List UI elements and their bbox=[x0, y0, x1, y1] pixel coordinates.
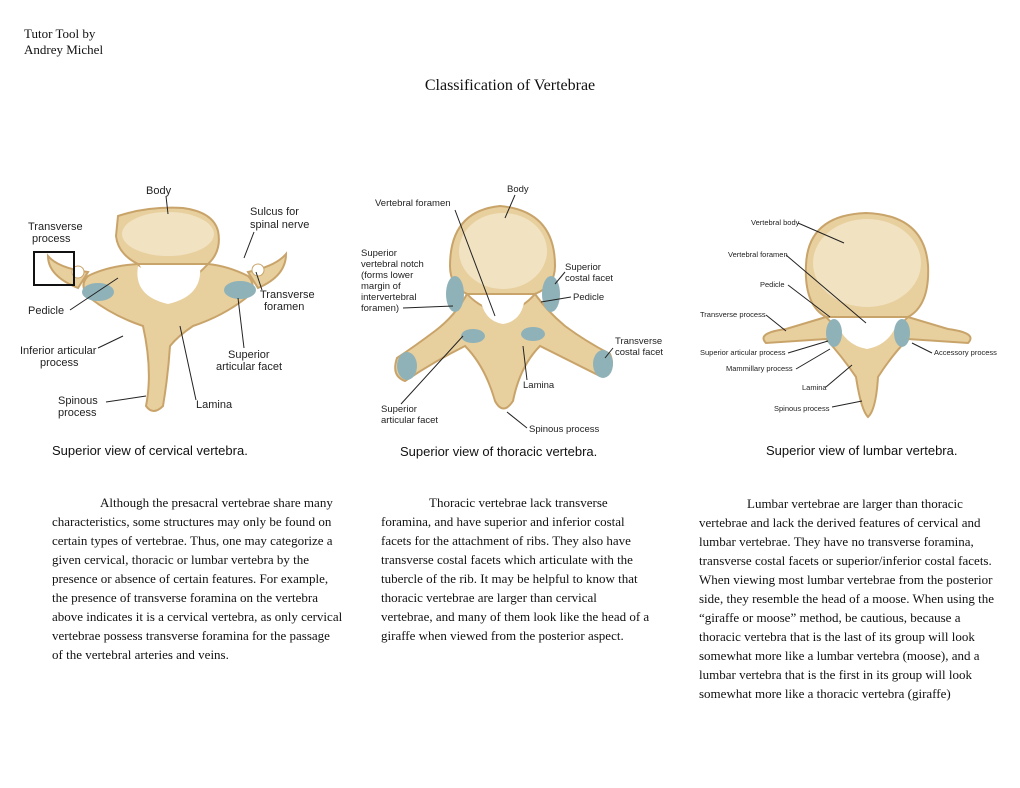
label-pedicle: Pedicle bbox=[28, 305, 65, 317]
label-vertebral-body: Vertebral body bbox=[751, 218, 800, 227]
paragraph-thoracic bbox=[381, 493, 651, 645]
label-svn-2: vertebral notch bbox=[361, 259, 424, 270]
label-saf-2: articular facet bbox=[216, 361, 283, 373]
label-sap: Superior articular process bbox=[700, 348, 786, 357]
label-sp-1: Spinous bbox=[58, 395, 98, 407]
page-title: Classification of Vertebrae bbox=[424, 77, 596, 94]
label-svn-5: intervertebral bbox=[361, 292, 417, 303]
author-line-1: Tutor Tool by bbox=[24, 26, 96, 41]
thoracic-vertebra-illustration bbox=[355, 176, 675, 436]
caption-lumbar: Superior view of lumbar vertebra. bbox=[766, 443, 958, 458]
label-accessory-process: Accessory process bbox=[934, 348, 997, 357]
author-credit bbox=[24, 26, 103, 58]
cervical-vertebra-illustration bbox=[18, 176, 318, 431]
label-body: Body bbox=[507, 184, 529, 195]
label-saf-2: articular facet bbox=[381, 415, 439, 426]
label-tf-2: foramen bbox=[264, 301, 305, 313]
label-tcf-1: Transverse bbox=[615, 336, 663, 347]
label-sp-2: process bbox=[58, 407, 97, 419]
label-sulcus-2: spinal nerve bbox=[250, 219, 310, 231]
caption-thoracic: Superior view of thoracic vertebra. bbox=[400, 444, 598, 459]
label-scf-2: costal facet bbox=[565, 273, 614, 284]
label-body: Body bbox=[146, 185, 172, 197]
label-iap-2: process bbox=[40, 357, 79, 369]
label-mammillary-process: Mammillary process bbox=[726, 364, 793, 373]
label-saf-1: Superior bbox=[228, 349, 270, 361]
label-spinous-process: Spinous process bbox=[774, 404, 830, 413]
label-saf-1: Superior bbox=[381, 404, 417, 415]
lumbar-bone-drawing bbox=[764, 213, 971, 417]
caption-cervical: Superior view of cervical vertebra. bbox=[52, 443, 248, 458]
label-svn-4: margin of bbox=[361, 281, 401, 292]
label-tcf-2: costal facet bbox=[615, 347, 664, 358]
label-svn-1: Superior bbox=[361, 248, 397, 259]
label-tp-1: Transverse bbox=[28, 221, 83, 233]
label-vertebral-foramen: Vertebral foramen bbox=[375, 198, 451, 209]
label-spinous-process: Spinous process bbox=[529, 424, 600, 435]
label-pedicle: Pedicle bbox=[760, 280, 785, 289]
label-sulcus-1: Sulcus for bbox=[250, 206, 299, 218]
author-line-2: Andrey Michel bbox=[24, 42, 104, 57]
label-transverse-process: Transverse process bbox=[700, 310, 766, 319]
paragraph-lumbar bbox=[699, 494, 997, 703]
paragraph-cervical-text: Although the presacral vertebrae share many characteristics, some structures may only be found on certain types of vertebrae. Thus, one may categorize a given cervical, thoracic or lumbar vertebra by the presence or absence of certain features. For example, the presence of transverse foramina on the vertebra above indicates it is a cervical vertebra, as only cervical vertebrae possess transverse foramina for the passage of the vertebral arteries and veins. bbox=[52, 495, 343, 662]
label-pedicle: Pedicle bbox=[573, 292, 605, 303]
lumbar-vertebra-illustration bbox=[696, 205, 1006, 430]
paragraph-lumbar-text: Lumbar vertebrae are larger than thoracic vertebrae and lack the derived features of cervical and lumbar vertebrae. They have no transverse foramina, transverse costal facets or superior/inferior costal facets. When viewing most lumbar vertebrae from the posterior side, they resemble the head of a moose. When using the “giraffe or moose” method, be cautious, because a thoracic vertebra that is the last of its group will look somewhat more like a lumbar vertebra (moose), and a lumbar vertebra that is the first in its group will look somewhat more like a thoracic vertebra (giraffe) bbox=[699, 496, 995, 701]
label-tf-1: Transverse bbox=[260, 289, 315, 301]
paragraph-thoracic-text: Thoracic vertebrae lack transverse foramina, and have superior and inferior costal facets for the attachment of ribs. They also have transverse costal facets which articulate with the tubercle of the rib. It may be helpful to know that thoracic vertebrae are larger than cervical vertebrae, and many of them look like the head of a giraffe when viewed from the posterior aspect. bbox=[381, 495, 650, 643]
label-svn-3: (forms lower bbox=[361, 270, 414, 281]
label-vertebral-foramen: Vertebral foramen bbox=[728, 250, 788, 259]
label-lamina: Lamina bbox=[196, 399, 233, 411]
label-lamina: Lamina bbox=[523, 380, 555, 391]
label-svn-6: foramen) bbox=[361, 303, 400, 314]
label-lamina: Lamina bbox=[802, 383, 827, 392]
label-iap-1: Inferior articular bbox=[20, 345, 97, 357]
label-scf-1: Superior bbox=[565, 262, 601, 273]
label-tp-2: process bbox=[32, 233, 71, 245]
paragraph-cervical bbox=[52, 493, 344, 664]
